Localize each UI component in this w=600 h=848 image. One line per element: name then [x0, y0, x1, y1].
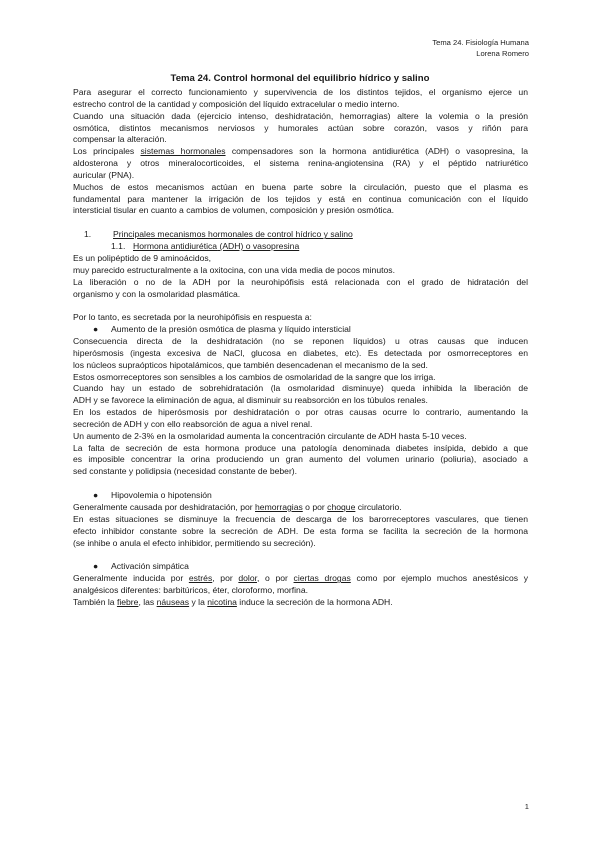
principal-line	[73, 146, 528, 158]
section-title: Principales mecanismos hormonales de control hídrico y salino	[113, 229, 353, 240]
body-line: hiperósmosis (ingesta excesiva de NaCl, glucosa en diabetes, etc). Es detectada por osmorreceptores en	[73, 347, 528, 358]
document-title: Tema 24. Control hormonal del equilibrio hídrico y salino	[170, 73, 430, 84]
section-number: 1.1.	[111, 241, 126, 252]
text-span: o por	[302, 502, 328, 512]
estres-link: estrés	[188, 573, 213, 584]
body-line: En estas situaciones se disminuye la frecuencia de descarga de los barorreceptores vasculares, que tienen	[73, 513, 528, 524]
body-line: Cuando hay un estado de sobrehidratación (la osmolaridad disminuye) queda inhibida la liberación de	[73, 383, 528, 394]
bullet-title: Aumento de la presión osmótica de plasma y líquido intersticial	[111, 324, 351, 335]
body-line: La falta de secreción de esta hormona produce una patología denominada diabetes insípida, debido a que	[73, 442, 528, 453]
body-line	[73, 573, 528, 585]
body-line: analgésicos diferentes: barbitúricos, éter, cloroformo, morfina.	[73, 585, 309, 596]
ciertas-drogas-link: ciertas drogas	[293, 573, 351, 584]
section-heading-1	[73, 229, 528, 241]
adh-line: muy parecido estructuralmente a la oxitocina, con una vida media de pocos minutos.	[73, 264, 395, 275]
text-span: Generalmente inducida por	[73, 573, 189, 584]
choque-link: choque	[327, 502, 356, 512]
body-line: efecto inhibidor constante sobre la secreción de ADH. De esta forma se facilita la secreción de la hormona	[73, 525, 528, 536]
body-line	[73, 502, 528, 514]
bullet-icon: ●	[93, 490, 99, 501]
text-span: circulatorio.	[355, 502, 402, 512]
bullet-heading	[73, 490, 528, 502]
page-header	[432, 37, 529, 59]
bullet-title: Activación simpática	[111, 561, 189, 572]
bullet-heading	[73, 561, 528, 573]
body-line: los núcleos supraópticos hipotalámicos, que también desencadenan el mecanismo de la sed.	[73, 359, 428, 370]
bullet-title: Hipovolemia o hipotensión	[111, 490, 212, 501]
adh-line: Es un polipéptido de 9 aminoácidos,	[73, 252, 212, 263]
body-line: sed constante y polidipsia (necesidad constante de beber).	[73, 466, 298, 477]
adh-line: organismo y con la osmolaridad plasmática.	[73, 288, 241, 299]
header-subject: Tema 24. Fisiología Humana	[432, 38, 529, 47]
section-number: 1.	[84, 229, 92, 240]
fiebre-link: fiebre	[116, 596, 139, 607]
circulation-line: intersticial tisular en cuanto a cambios de volumen, composición y presión osmótica.	[73, 205, 394, 216]
body-line: Un aumento de 2-3% en la osmolaridad aumenta la concentración circulante de ADH hasta 5-10 veces.	[73, 430, 467, 441]
bullet-icon: ●	[93, 561, 99, 572]
bullet-heading	[73, 324, 528, 336]
text-span: como por ejemplo muchos anestésicos y	[350, 573, 528, 584]
text-span: induce la secreción de la hormona ADH.	[236, 596, 393, 607]
intro-line: Para asegurar el correcto funcionamiento y supervivencia de los distintos tejidos, el organismo ejerce un	[73, 87, 528, 97]
nauseas-link: náuseas	[156, 596, 190, 607]
intro-line: estrecho control de la cantidad y composición del líquido extracelular o medio interno.	[73, 98, 400, 109]
text-span: , o por	[257, 573, 294, 584]
hemorragias-link: hemorragias	[255, 502, 303, 512]
adh-line: La liberación o no de la ADH por la neurohipófisis está relacionada con el grado de hidratación del	[73, 276, 528, 287]
document-body	[73, 87, 528, 609]
text-span: Los principales	[73, 146, 141, 157]
header-author: Lorena Romero	[476, 49, 529, 58]
bullet-icon: ●	[93, 324, 99, 335]
body-line: Consecuencia directa de la deshidratación (no se reponen líquidos) u otras causas que inducen	[73, 336, 528, 347]
body-line: Estos osmorreceptores son sensibles a los cambios de osmolaridad de la sangre que los irriga.	[73, 371, 436, 382]
circulation-line: fundamental para mantener la irrigación de los tejidos y está en continua comunicación con el líquido	[73, 193, 528, 204]
section-heading-1-1	[73, 241, 528, 253]
text-span: También la	[73, 596, 117, 607]
text-span: , las	[138, 596, 157, 607]
sistemas-hormonales-link: sistemas hormonales	[140, 146, 226, 157]
nicotina-link: nicotina	[207, 596, 237, 607]
principal-line: aldosterona y otros mineralocorticoides, el sistema renina-angiotensina (RA) y el péptido natriurético	[73, 158, 528, 169]
text-span: Generalmente causada por deshidratación, por	[73, 502, 256, 512]
text-span: compensadores son la hormona antidiurética (ADH) o vasopresina, la	[225, 146, 528, 157]
body-line	[73, 597, 528, 609]
body-line: ADH y se favorece la eliminación de agua, al disminuir su reabsorción en los túbulos renales.	[73, 395, 428, 406]
text-span: , por	[212, 573, 239, 584]
dolor-link: dolor	[238, 573, 257, 584]
intro-line: osmótica, distintos mecanismos nerviosos y humorales actúan sobre corazón, vasos y riñón para	[73, 122, 528, 133]
body-line: (se inhibe o anula el efecto inhibidor, permitiendo su secreción).	[73, 537, 316, 548]
section-title: Hormona antidiurética	[133, 241, 218, 252]
intro-line: compensar la alteración.	[73, 134, 167, 145]
body-line: secreción de ADH y con ello reabsorción de agua a nivel renal.	[73, 418, 313, 429]
text-span: y la	[189, 596, 208, 607]
intro-line: Cuando una situación dada (ejercicio intenso, deshidratación, hemorragias) altere la volemia o la presión	[73, 110, 528, 121]
body-line: es imposible concentrar la orina produciendo un gran aumento del volumen urinario (poliuria), asociado a	[73, 454, 528, 465]
principal-line: auricular (PNA).	[73, 169, 135, 180]
response-intro: Por lo tanto, es secretada por la neurohipófisis en respuesta a:	[73, 312, 312, 323]
body-line: En los estados de hiperósmosis por deshidratación o por otras causas ocurre lo contrario, aumentando la	[73, 407, 528, 418]
circulation-line: Muchos de estos mecanismos actúan en buena parte sobre la circulación, puesto que el plasma es	[73, 181, 528, 192]
section-title-tail: (ADH) o vasopresina	[217, 241, 300, 252]
page-number: 1	[524, 802, 529, 811]
